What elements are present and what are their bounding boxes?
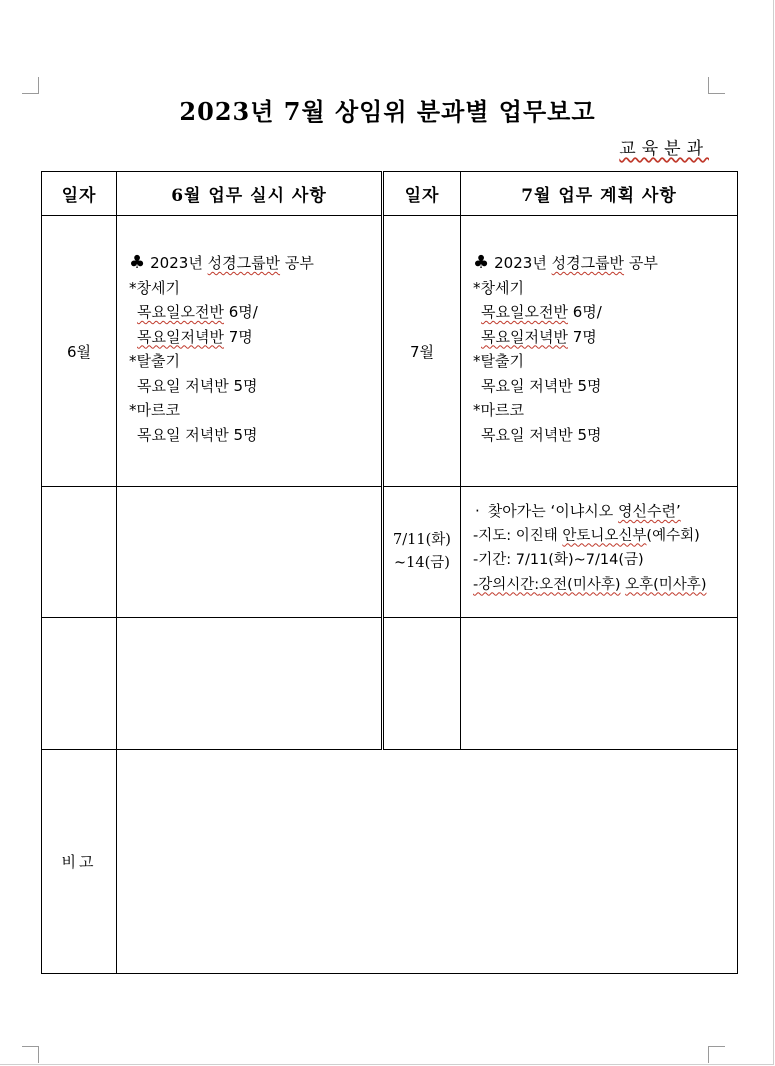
retreat-plan-cell[interactable] [461, 487, 738, 618]
date-cell-june: 6월 [42, 216, 117, 487]
list-item: 목요일저녁반 7명 [137, 327, 253, 346]
list-item: 목요일 저녁반 5명 [481, 425, 602, 444]
list-item: 목요일 저녁반 5명 [137, 425, 258, 444]
margin-corner-bottom-right [708, 1046, 725, 1063]
list-item: *마르코 [129, 401, 180, 419]
date-cell-empty [42, 487, 117, 618]
list-item: 목요일 저녁반 5명 [137, 376, 258, 395]
list-item: *탈출기 [129, 352, 180, 370]
table-row-2 [42, 487, 738, 618]
document-title: 2023년 7월 상임위 분과별 업무보고 [179, 97, 596, 126]
list-item: *창세기 [473, 278, 524, 297]
empty-cell[interactable] [461, 618, 738, 750]
date-cell-july: 7월 [383, 216, 461, 487]
date-cell-retreat: 7/11(화) ~14(금) [383, 487, 461, 618]
report-table [41, 171, 738, 974]
header-july-plan: 7월 업무 계획 사항 [461, 172, 738, 216]
table-row-3 [42, 618, 738, 750]
june-work-cell-empty[interactable] [117, 487, 383, 618]
header-date-right: 일자 [383, 172, 461, 216]
list-item: 목요일오전반 6명/ [481, 303, 602, 321]
list-item: 목요일오전반 6명/ [137, 303, 258, 321]
list-item: *창세기 [129, 278, 180, 297]
list-item: ♣ 2023년 성경그룹반 공부 [473, 252, 658, 273]
club-suit-icon: ♣ [129, 252, 146, 273]
list-item: -강의시간:오전(미사후) 오후(미사후) [473, 576, 707, 593]
remarks-content-cell[interactable] [117, 750, 738, 974]
list-item: -지도: 이진태 안토니오신부(예수회) [473, 527, 700, 544]
header-row [42, 172, 738, 216]
june-work-cell[interactable] [117, 216, 383, 487]
department-label: 교육분과 [619, 139, 709, 159]
list-item: ♣ 2023년 성경그룹반 공부 [129, 252, 314, 273]
list-item: 목요일저녁반 7명 [481, 327, 597, 346]
empty-cell[interactable] [117, 618, 383, 750]
club-suit-icon: ♣ [473, 252, 490, 273]
list-item: · 찾아가는 ‘이냐시오 영신수련’ [475, 502, 681, 520]
july-plan-cell[interactable] [461, 216, 738, 487]
remarks-row [42, 750, 738, 974]
header-date-left: 일자 [42, 172, 117, 216]
list-item: 목요일 저녁반 5명 [481, 376, 602, 395]
header-june-work: 6월 업무 실시 사항 [117, 172, 383, 216]
margin-corner-bottom-left [22, 1046, 39, 1063]
list-item: -기간: 7/11(화)~7/14(금) [473, 552, 644, 568]
bullet-dot-icon: · [475, 502, 480, 520]
list-item: *마르코 [473, 401, 524, 419]
list-item: *탈출기 [473, 352, 524, 370]
remarks-label: 비고 [42, 750, 117, 974]
empty-cell [42, 618, 117, 750]
empty-cell [383, 618, 461, 750]
table-row-1 [42, 216, 738, 487]
